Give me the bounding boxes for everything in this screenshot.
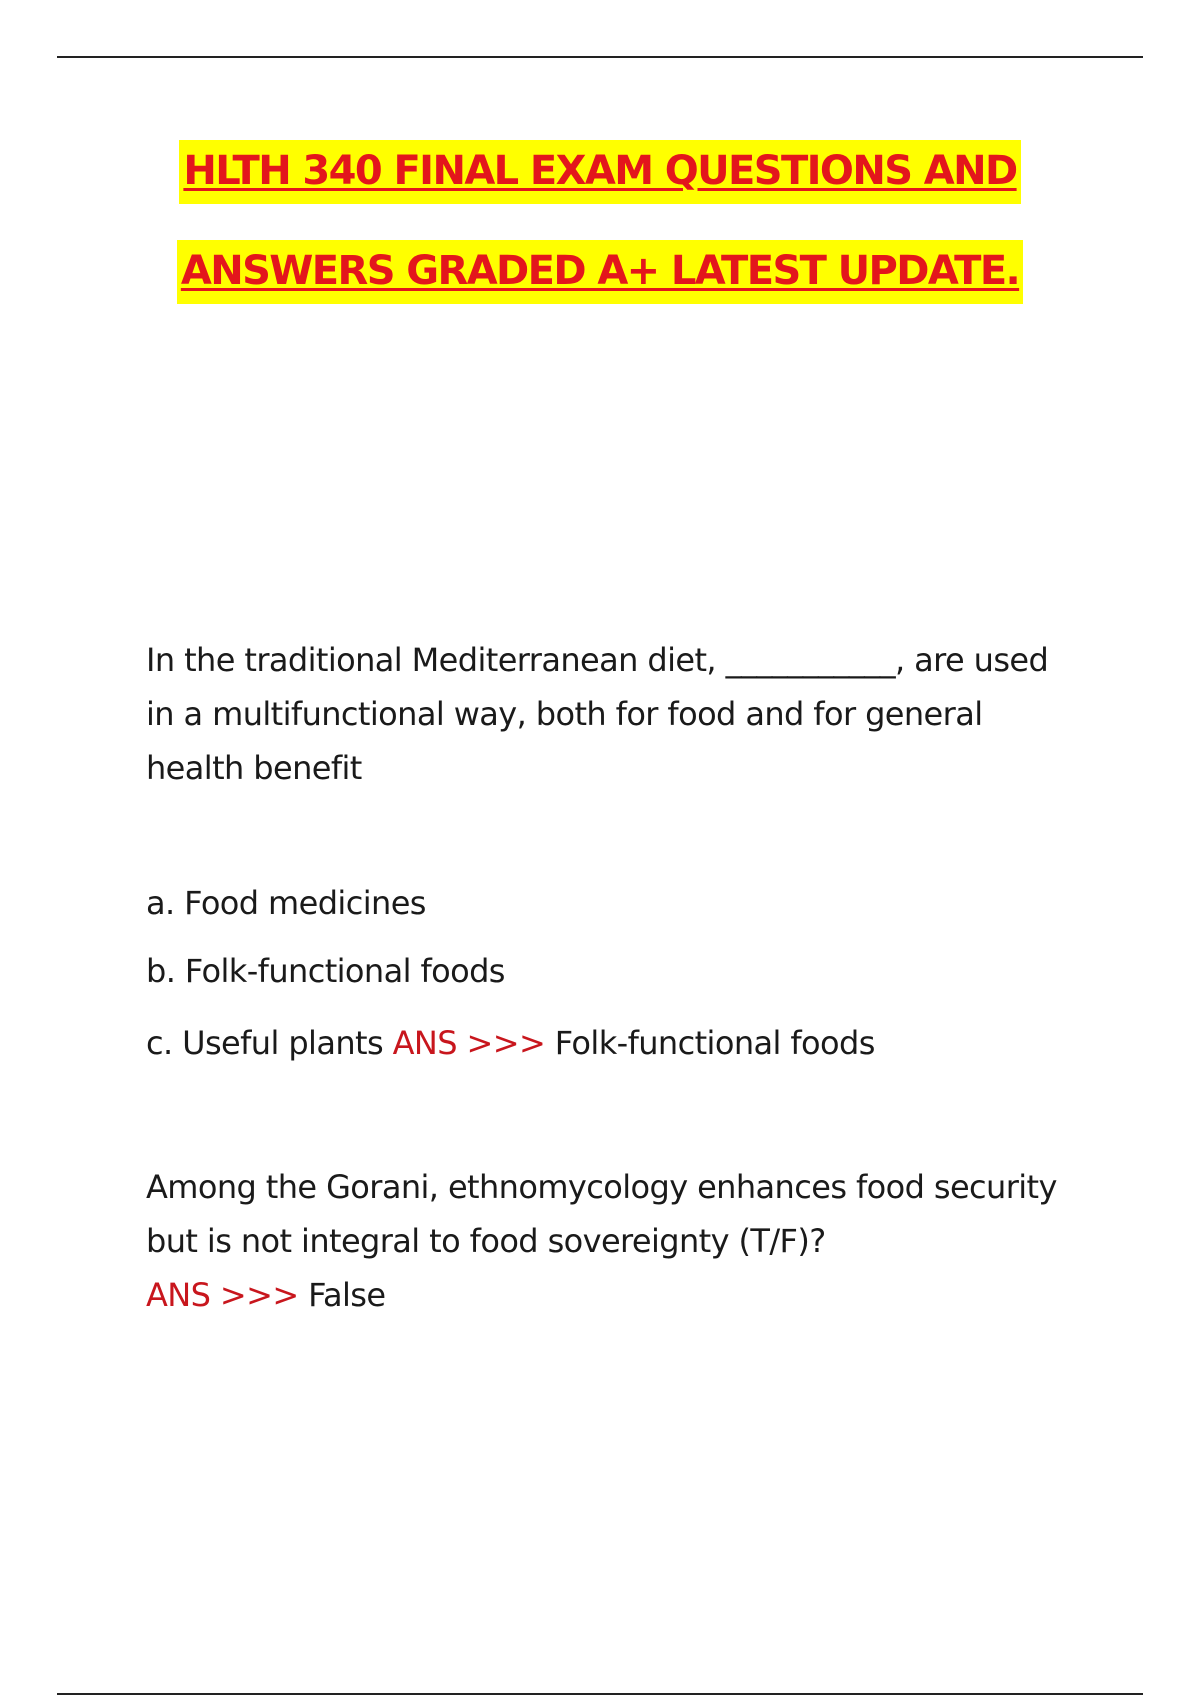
title-line-1: HLTH 340 FINAL EXAM QUESTIONS AND [179,140,1020,204]
question-2 [146,1160,1066,1322]
document-title [0,140,1200,304]
answer-marker: ANS >>> [146,1276,299,1314]
question-1-option-c-text: c. Useful plants [146,1024,384,1062]
question-1-option-c [146,1016,1066,1070]
question-1-answer: Folk-functional foods [554,1024,875,1062]
answer-marker: ANS >>> [392,1024,546,1062]
question-1-prompt: In the traditional Mediterranean diet, ___________, are used in a multifunctional way, both for food and for general health benefit [146,641,1049,787]
bottom-divider [57,1693,1143,1695]
question-2-prompt: Among the Gorani, ethnomycology enhances food security but is not integral to food sovereignty (T/F)? [146,1168,1057,1260]
question-2-answer: False [308,1276,386,1314]
top-divider [57,56,1143,58]
question-1-option-b: b. Folk-functional foods [146,952,505,990]
title-line-2: ANSWERS GRADED A+ LATEST UPDATE. [177,240,1023,304]
question-1-option-a: a. Food medicines [146,884,426,922]
